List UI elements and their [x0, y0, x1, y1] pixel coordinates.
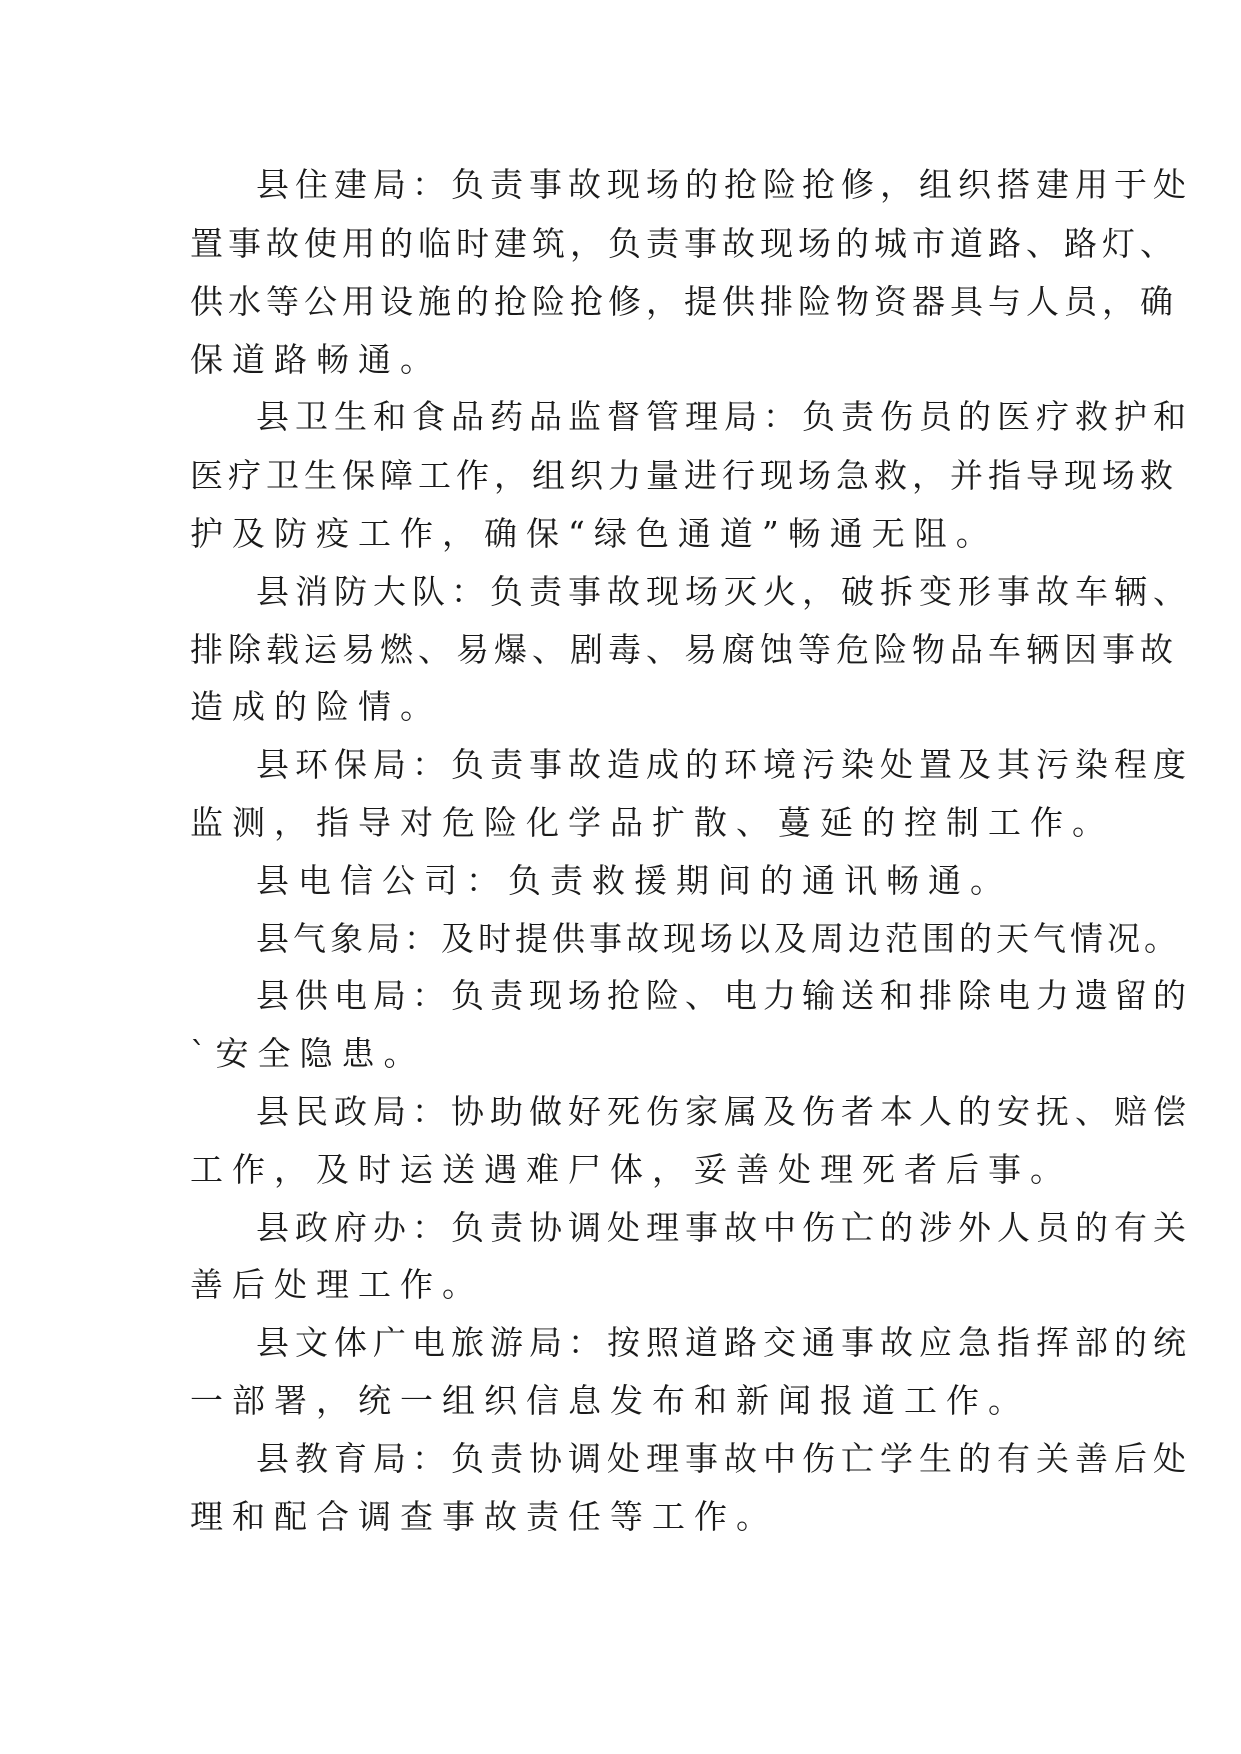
- paragraph-line: 县消防大队：负责事故现场灭火，破拆变形事故车辆、: [256, 572, 1192, 611]
- paragraph-line: 善后处理工作。: [190, 1265, 484, 1304]
- paragraph-line: 医疗卫生保障工作，组织力量进行现场急救，并指导现场救: [190, 456, 1178, 495]
- paragraph-line: 县政府办：负责协调处理事故中伤亡的涉外人员的有关: [256, 1208, 1192, 1247]
- paragraph-line: 排除载运易燃、易爆、剧毒、易腐蚀等危险物品车辆因事故: [190, 630, 1178, 669]
- paragraph-line: 县气象局：及时提供事故现场以及周边范围的天气情况。: [256, 919, 1181, 958]
- paragraph-line: 监测，指导对危险化学品扩散、蔓延的控制工作。: [190, 803, 1114, 842]
- paragraph-line: 供水等公用设施的抢险抢修，提供排险物资器具与人员，确: [190, 282, 1178, 321]
- paragraph-line: 工作，及时运送遇难尸体，妥善处理死者后事。: [190, 1150, 1072, 1189]
- paragraph-line: 护及防疫工作，确保“绿色通道”畅通无阻。: [190, 514, 998, 553]
- paragraph-line: 县环保局：负责事故造成的环境污染处置及其污染程度: [256, 745, 1192, 784]
- paragraph-line: 保道路畅通。: [190, 340, 442, 379]
- paragraph-line: 理和配合调查事故责任等工作。: [190, 1497, 778, 1536]
- paragraph-line: 县住建局：负责事故现场的抢险抢修，组织搭建用于处: [256, 165, 1192, 204]
- paragraph-line: 置事故使用的临时建筑，负责事故现场的城市道路、路灯、: [190, 224, 1178, 263]
- paragraph-line: 县供电局：负责现场抢险、电力输送和排除电力遗留的: [256, 976, 1192, 1015]
- paragraph-line: 一部署，统一组织信息发布和新闻报道工作。: [190, 1381, 1030, 1420]
- paragraph-line: `安全隐患。: [190, 1034, 426, 1073]
- paragraph-line: 县电信公司：负责救援期间的通讯畅通。: [256, 861, 1012, 900]
- paragraph-line: 县卫生和食品药品监督管理局：负责伤员的医疗救护和: [256, 397, 1192, 436]
- paragraph-line: 县民政局：协助做好死伤家属及伤者本人的安抚、赔偿: [256, 1092, 1192, 1131]
- paragraph-line: 造成的险情。: [190, 687, 442, 726]
- paragraph-line: 县文体广电旅游局：按照道路交通事故应急指挥部的统: [256, 1323, 1192, 1362]
- paragraph-line: 县教育局：负责协调处理事故中伤亡学生的有关善后处: [256, 1439, 1192, 1478]
